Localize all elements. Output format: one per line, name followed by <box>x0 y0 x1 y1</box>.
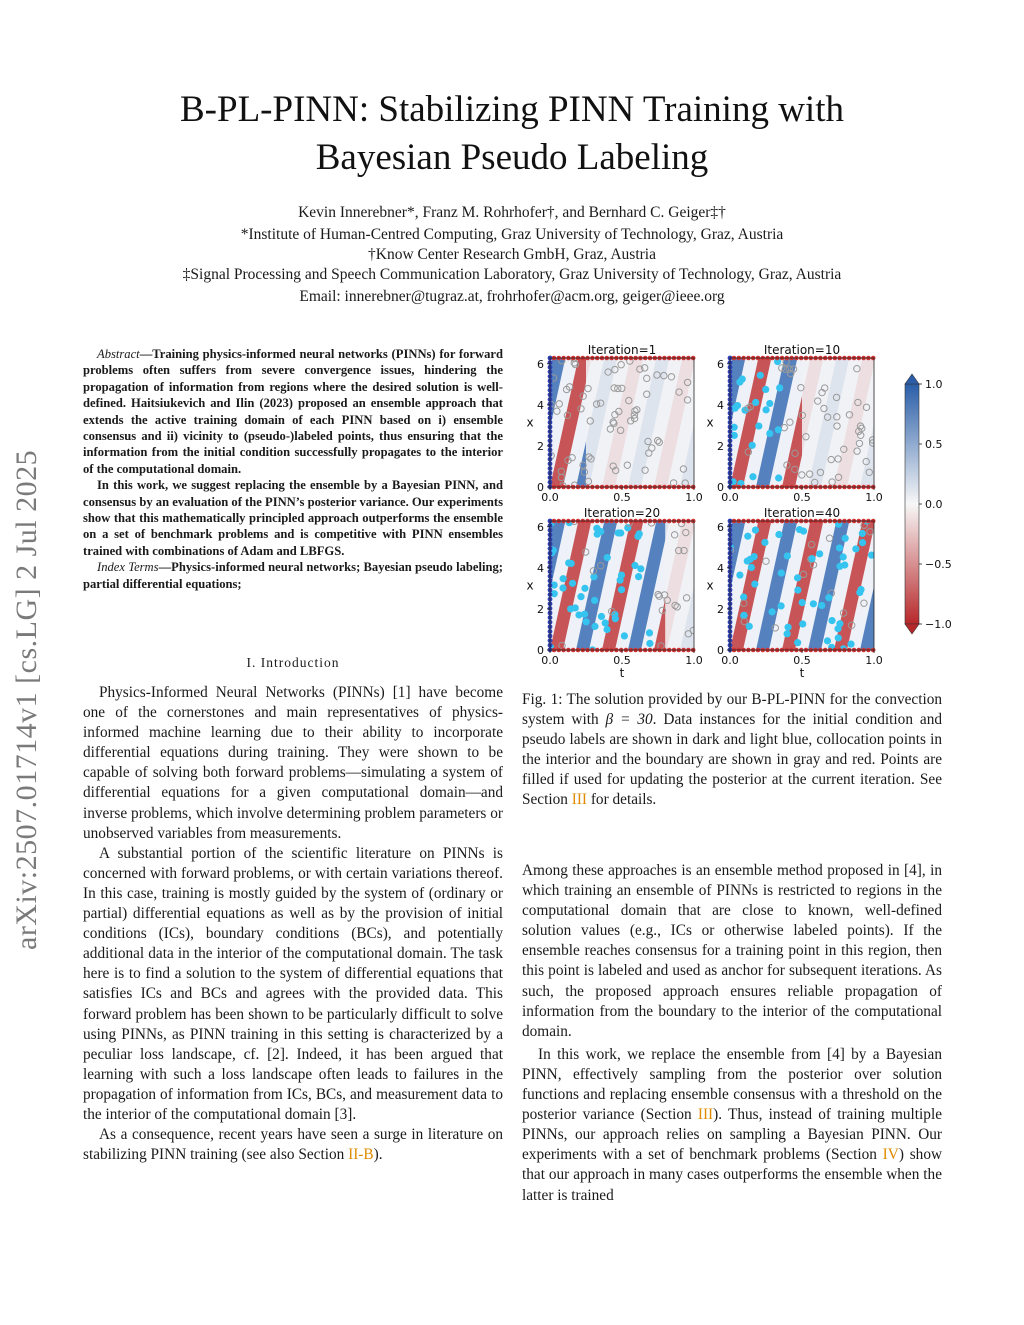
heatmap-panel <box>418 343 1024 504</box>
right-paragraph-2: In this work, we replace the ensemble from [4] by a Bayesian PINN, effectively sampling from the posterior over solution functions and replacing ensemble consensus with a threshold on the posterior variance (Section III). Thus, instead of training multiple PINNs, our approach relies on sampling a Bayesian PINN. Our experiments with a set of benchmark problems (Section IV) show that our approach in many cases outperforms the ensemble when the latter is trained <box>522 1045 943 1204</box>
pseudo-label-point <box>621 633 628 640</box>
pseudo-label-point <box>824 638 831 645</box>
paper-title-line2: Bayesian Pseudo Labeling <box>315 137 709 178</box>
x-tick-label: 0.0 <box>721 654 739 667</box>
y-tick-label: 4 <box>537 398 544 412</box>
pseudo-label-point <box>848 641 855 648</box>
pseudo-label-point <box>776 385 783 392</box>
figure-1 <box>516 338 952 683</box>
unresolved-region <box>586 358 694 487</box>
pseudo-label-point <box>748 564 755 571</box>
pseudo-label-point <box>739 376 746 383</box>
x-tick-label: 0.5 <box>613 491 631 504</box>
y-tick-label: 6 <box>717 357 724 371</box>
y-tick-label: 0 <box>537 481 544 494</box>
x-axis-label: t <box>799 666 805 680</box>
email-line: Email: innerebner@tugraz.at, frohrhofer@acm.org, geiger@ieee.org <box>299 288 725 305</box>
y-tick-label: 2 <box>537 439 544 453</box>
x-tick-label: 1.0 <box>685 654 703 667</box>
right-paragraph-1: Among these approaches is an ensemble method proposed in [4], in which training an ensemble of PINNs is restricted to regions in the computational domain that are close to known, well-defined solution values (e.g., ICs or otherwise labeled points). If the ensemble reaches consensus for a training point in this region, then this point is labeled and used as anchor for subsequent iterations. As such, the proposed approach ensures reliable propagation of information from the boundary to the interior of the computational domain. <box>522 862 942 1040</box>
pseudo-label-point <box>750 473 757 480</box>
pseudo-label-point <box>749 442 756 449</box>
pseudo-label-point <box>837 620 844 627</box>
y-tick-label: 0 <box>717 644 724 657</box>
y-tick-label: 0 <box>537 644 544 657</box>
pseudo-label-point <box>794 639 801 646</box>
figure-1-caption: Fig. 1: The solution provided by our B-PL-PINN for the convection system with β = 30. Data instances for the initial condition and pseudo labels are shown in dark and light blue, collocation points in the interior and the boundary are shown in gray and red. Points are filled if used for updating the posterior at the current iteration. See Section III for details. <box>522 691 942 809</box>
pseudo-label-point <box>859 539 866 546</box>
pseudo-label-point <box>569 580 576 587</box>
x-tick-label: 0.5 <box>613 654 631 667</box>
solution-stripe <box>964 358 1005 487</box>
pseudo-label-point <box>762 539 769 546</box>
y-tick-label: 2 <box>717 439 724 453</box>
x-tick-label: 1.0 <box>865 491 883 504</box>
pseudo-label-point <box>635 573 642 580</box>
pseudo-label-point <box>810 600 817 607</box>
pseudo-label-point <box>598 613 605 620</box>
abstract-label: Abstract <box>97 347 140 361</box>
pseudo-label-point <box>766 400 773 407</box>
panel-title: Iteration=20 <box>583 506 661 520</box>
x-tick-label: 0.0 <box>541 491 559 504</box>
solution-stripe <box>1016 358 1024 487</box>
pseudo-label-point <box>604 626 611 633</box>
x-tick-label: 1.0 <box>685 491 703 504</box>
pseudo-label-point <box>818 602 825 609</box>
y-axis-label: x <box>526 415 534 430</box>
pseudo-label-point <box>594 531 601 538</box>
pseudo-label-point <box>785 624 792 631</box>
intro-paragraph-3: As a consequence, recent years have seen a surge in literature on stabilizing PINN training (see also Section II-B). <box>83 1126 503 1164</box>
colorbar-tick-label: 0.5 <box>925 438 943 451</box>
pseudo-label-point <box>775 475 782 482</box>
pseudo-label-point <box>829 617 836 624</box>
x-tick-label: 1.0 <box>865 654 883 667</box>
pseudo-label-point <box>809 555 816 562</box>
paper-title-line1: B-PL-PINN: Stabilizing PINN Training with <box>180 89 844 130</box>
y-tick-label: 2 <box>717 602 724 616</box>
pseudo-label-point <box>840 554 847 561</box>
pseudo-label-point <box>794 575 801 582</box>
pseudo-label-point <box>859 530 866 537</box>
pseudo-label-point <box>637 566 644 573</box>
pseudo-label-point <box>647 640 654 647</box>
pseudo-label-point <box>842 535 849 542</box>
y-axis-label: x <box>526 578 534 593</box>
solution-stripe <box>964 521 1005 650</box>
pseudo-label-point <box>757 372 764 379</box>
pseudo-label-point <box>604 554 611 561</box>
pseudo-label-point <box>560 575 567 582</box>
pseudo-label-point <box>837 563 844 570</box>
pseudo-label-point <box>766 430 773 437</box>
pseudo-label-point <box>591 597 598 604</box>
x-tick-label: 0.0 <box>541 654 559 667</box>
pseudo-label-point <box>756 423 763 430</box>
pseudo-label-point <box>799 599 806 606</box>
x-tick-label: 0.5 <box>793 654 811 667</box>
pseudo-label-point <box>784 630 791 637</box>
section-link-III[interactable]: III <box>697 1106 714 1124</box>
colorbar-tick-label: −0.5 <box>925 558 952 571</box>
pseudo-label-point <box>778 570 785 577</box>
colorbar-tick-label: 0.0 <box>925 498 943 511</box>
abstract-p2: In this work, we suggest replacing the ensemble by a Bayesian PINN, and consensus by an evaluation of the PINN’s posterior variance. Our experiments show that this mathematically principled approach outperforms the ensemble on a set of benchmark problems and is competitive with PINN ensembles trained with combinations of Adam and LBFGS. <box>83 478 503 558</box>
pseudo-label-point <box>784 553 791 560</box>
pseudo-label-point <box>572 605 579 612</box>
section-heading-introduction: I. Introduction <box>246 655 340 670</box>
pseudo-label-point <box>740 594 747 601</box>
pseudo-label-point <box>581 611 588 618</box>
intro-column <box>83 683 503 1165</box>
colorbar-bottom-arrow <box>905 624 919 634</box>
pseudo-label-point <box>745 533 752 540</box>
pseudo-label-point <box>560 585 567 592</box>
pseudo-label-point <box>737 572 744 579</box>
y-tick-label: 4 <box>537 561 544 575</box>
x-tick-label: 0.5 <box>793 491 811 504</box>
pseudo-label-point <box>778 603 785 610</box>
solution-stripe <box>940 358 981 487</box>
heatmap-panel <box>418 506 1024 680</box>
index-terms-label: Index Terms <box>97 560 159 575</box>
panel-title: Iteration=40 <box>763 506 841 520</box>
section-link-III-caption[interactable]: III <box>571 791 588 809</box>
y-axis-label: x <box>706 415 714 430</box>
abstract <box>83 346 503 592</box>
pseudo-label-point <box>763 407 770 414</box>
pseudo-label-point <box>618 572 625 579</box>
colorbar <box>905 384 919 624</box>
solution-stripe <box>990 521 1024 650</box>
intro-paragraph-1: Physics-Informed Neural Networks (PINNs) [1] have become one of the cornerstones and main representatives of physics-informed machine learning due to their ability to incorporate differential equations during training. They were shown to be capable of solving both forward problems—simulating a system of differential equations for a given computational domain—and inverse problems, which involve determining problem parameters or unobserved variables from measurements. <box>83 684 503 842</box>
x-tick-label: 0.0 <box>721 491 739 504</box>
colorbar-tick-label: 1.0 <box>925 378 943 391</box>
pseudo-label-point <box>646 630 653 637</box>
section-link-IV[interactable]: IV <box>882 1146 899 1164</box>
authors: Kevin Innerebner*, Franz M. Rohrhofer†, and Bernhard C. Geiger‡† <box>298 204 726 221</box>
colorbar-top-arrow <box>905 374 919 384</box>
y-tick-label: 6 <box>717 520 724 534</box>
pseudo-label-point <box>816 551 823 558</box>
pseudo-label-point <box>776 531 783 538</box>
pseudo-label-point <box>752 527 759 534</box>
right-column-text <box>522 861 942 1206</box>
pseudo-label-point <box>853 546 860 553</box>
pseudo-label-point <box>752 581 759 588</box>
pseudo-label-point <box>565 560 572 567</box>
pseudo-label-point <box>732 405 739 412</box>
solution-stripe <box>1016 521 1024 650</box>
solution-stripe <box>938 358 979 487</box>
affiliation-3: ‡Signal Processing and Speech Communication Laboratory, Graz University of Technology, Graz, Austria <box>182 266 842 283</box>
y-tick-label: 4 <box>717 561 724 575</box>
pseudo-label-point <box>795 587 802 594</box>
beta-value: β = 30 <box>605 711 653 729</box>
y-axis-label: x <box>706 578 714 593</box>
pseudo-label-point <box>625 524 632 531</box>
pseudo-label-point <box>578 593 585 600</box>
pseudo-label-point <box>796 526 803 533</box>
y-tick-label: 2 <box>537 602 544 616</box>
pseudo-label-point <box>762 386 769 393</box>
pseudo-label-point <box>582 585 589 592</box>
pseudo-label-point <box>856 589 863 596</box>
y-tick-label: 6 <box>537 520 544 534</box>
pseudo-label-point <box>775 426 782 433</box>
y-tick-label: 4 <box>717 398 724 412</box>
x-axis-label: t <box>619 666 625 680</box>
pseudo-label-point <box>632 562 639 569</box>
pseudo-label-point <box>826 594 833 601</box>
y-tick-label: 0 <box>717 481 724 494</box>
section-link-II-B[interactable]: II-B <box>348 1146 374 1164</box>
pseudo-label-point <box>747 556 754 563</box>
intro-paragraph-2: A substantial portion of the scientific literature on PINNs is concerned with forward problems, or with certain variations thereof. In this case, training is mostly guided by the system of (ordinary or partial) differential equations as well as by the provision of initial conditions (ICs), boundary conditions (BCs), and potentially additional data in the interior of the computational domain. The task here is to find a solution to the system of differential equations that satisfies ICs and BCs and agrees with the provided data. This forward problem has been shown to be particularly difficult to solve using PINNs, as PINN training in this setting is characterized by a peculiar loss landscape, cf. [2]. Indeed, it has been argued that learning with such a loss landscape often leads to failures in the propagation of information from ICs, BCs, and measurement data to the interior of the computational domain [3]. <box>83 844 503 1123</box>
pseudo-label-point <box>618 586 625 593</box>
panel-title: Iteration=10 <box>763 343 841 357</box>
affiliation-1: *Institute of Human-Centred Computing, Graz University of Technology, Graz, Austria <box>240 226 784 243</box>
colorbar-tick-label: −1.0 <box>925 618 952 631</box>
pseudo-label-point <box>769 609 776 616</box>
index-terms: —Physics-informed neural networks; Bayesian pseudo labeling; partial differential equations; <box>83 560 503 591</box>
affiliation-2: †Know Center Research GmbH, Graz, Austria <box>368 246 656 263</box>
panel-title: Iteration=1 <box>587 343 657 357</box>
arxiv-side-label: arXiv:2507.01714v1 [cs.LG] 2 Jul 2025 <box>10 449 43 950</box>
y-tick-label: 6 <box>537 357 544 371</box>
abstract-p1: —Training physics-informed neural networks (PINNs) for forward problems often suffers from severe convergence issues, hindering the propagation of information from regions where the desired solution is well-defined. Haitsiukevich and Ilin (2023) proposed an ensemble approach that extends the active training domain of each PINN based on i) ensemble consensus and ii) vicinity to (pseudo-)labeled points, thus ensuring that the information from the initial condition successfully propagates to the interior of the computational domain. <box>83 347 503 476</box>
pseudo-label-point <box>615 530 622 537</box>
pseudo-label-point <box>799 621 806 628</box>
pseudo-label-point <box>592 623 599 630</box>
pseudo-label-point <box>741 612 748 619</box>
pseudo-label-point <box>635 533 642 540</box>
pseudo-label-point <box>835 635 842 642</box>
pseudo-label-point <box>836 545 843 552</box>
solution-stripe <box>990 358 1024 487</box>
pseudo-label-point <box>602 620 609 627</box>
pseudo-label-point <box>583 618 590 625</box>
